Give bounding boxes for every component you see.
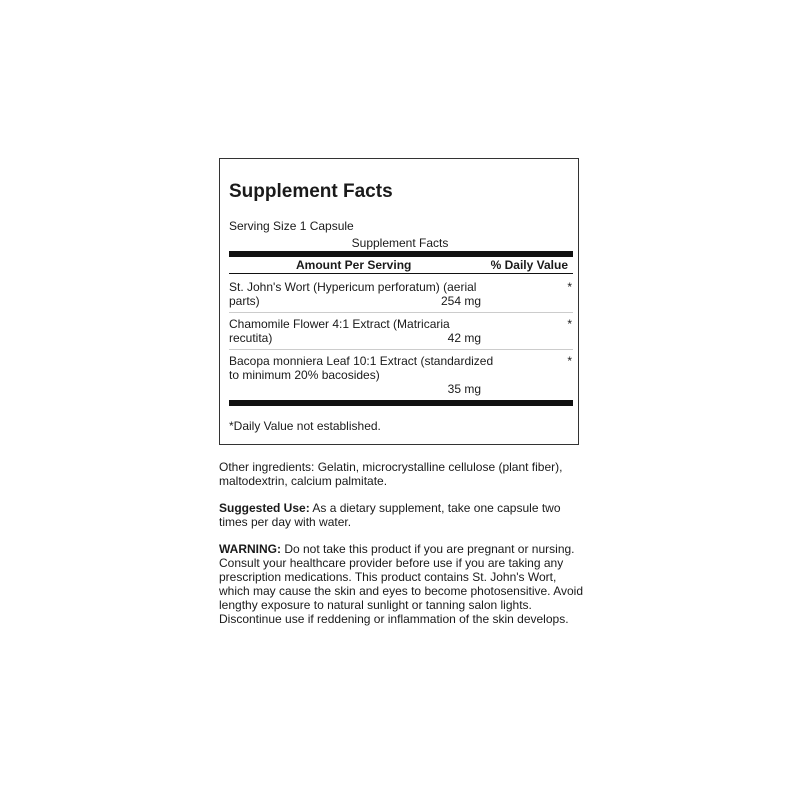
serving-size: Serving Size 1 Capsule (229, 219, 354, 233)
warning-label: WARNING: (219, 542, 281, 556)
suggested-use-text: As a dietary supplement, take one capsule two times per day with water. (219, 501, 561, 529)
header-divider (229, 273, 573, 274)
ingredient-amount: 254 mg (440, 294, 481, 308)
daily-value-header: % Daily Value (490, 258, 568, 272)
ingredient-amount: 35 mg (447, 382, 481, 396)
warning (219, 542, 589, 626)
ingredient-row (229, 317, 573, 345)
ingredient-daily-value: * (567, 280, 572, 294)
ingredient-name: Bacopa monniera Leaf 10:1 Extract (standardized to minimum 20% bacosides) (229, 354, 494, 382)
facts-title: Supplement Facts (229, 181, 393, 202)
other-ingredients: Other ingredients: Gelatin, microcrystalline cellulose (plant fiber), maltodextrin, calcium palmitate. (219, 460, 563, 488)
ingredient-name: St. John's Wort (Hypericum perforatum) (aerial parts) (229, 280, 477, 308)
ingredient-row (229, 280, 573, 308)
row-divider (229, 312, 573, 313)
bottom-divider (229, 400, 573, 406)
table-caption: Supplement Facts (351, 236, 449, 250)
ingredient-name: Chamomile Flower 4:1 Extract (Matricaria recutita) (229, 317, 450, 345)
amount-per-serving-header: Amount Per Serving (296, 258, 412, 272)
suggested-use (219, 501, 589, 529)
daily-value-footnote: *Daily Value not established. (229, 419, 381, 433)
suggested-use-label: Suggested Use: (219, 501, 310, 515)
ingredient-amount: 42 mg (447, 331, 481, 345)
top-divider (229, 251, 573, 257)
ingredient-row (229, 354, 573, 396)
ingredient-daily-value: * (567, 354, 572, 368)
ingredient-daily-value: * (567, 317, 572, 331)
row-divider (229, 349, 573, 350)
warning-text: Do not take this product if you are pregnant or nursing. Consult your healthcare provider before use if you are taking any prescription medications. This product contains St. John's Wort, which may cause the skin and eyes to become photosensitive. Avoid lengthy exposure to natural sunlight or tanning salon lights. Discontinue use if reddening or inflammation of the skin develops. (219, 542, 583, 626)
supplement-facts-panel (219, 158, 579, 445)
